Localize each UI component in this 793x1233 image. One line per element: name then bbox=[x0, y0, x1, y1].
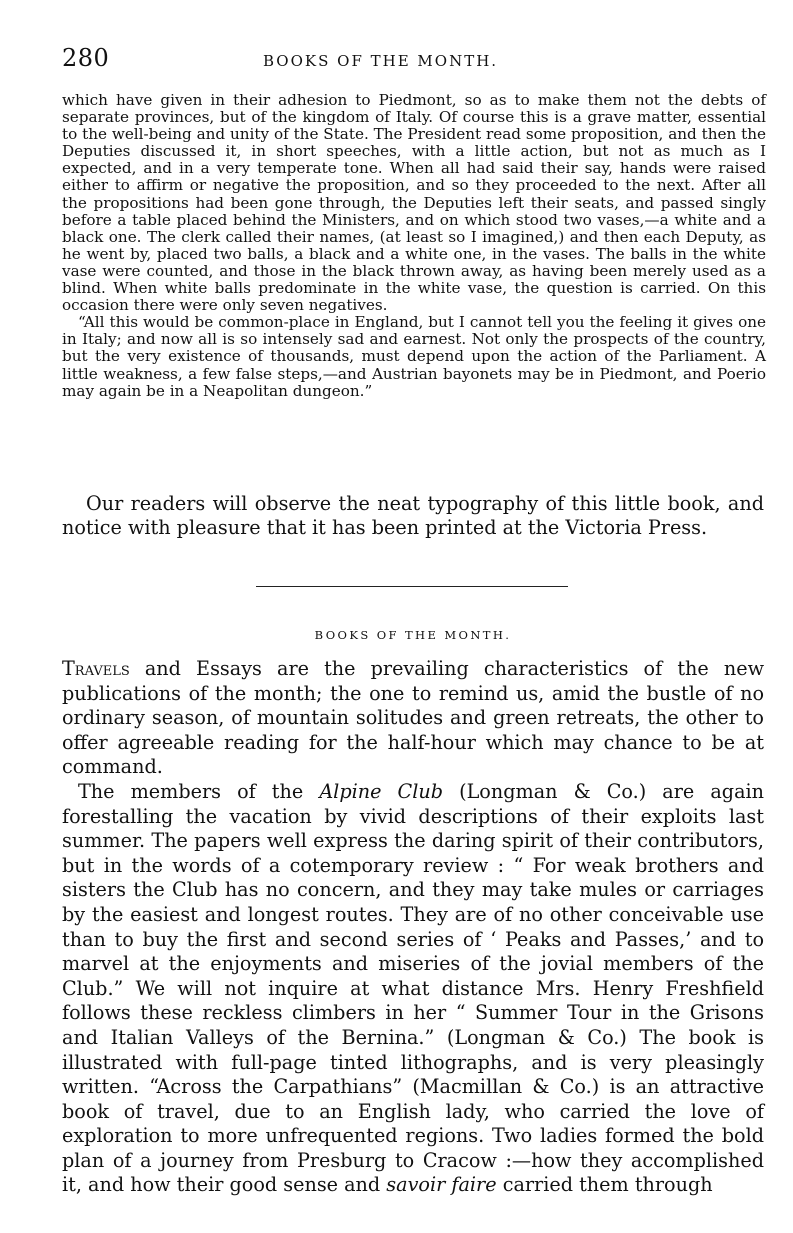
quoted-letter bbox=[62, 92, 766, 400]
savoir-faire-phrase: savoir faire bbox=[386, 1173, 497, 1197]
closing-paragraph: Our readers will observe the neat typography of this little book, and notice with pleasure that it has been printed at the Victoria Press. bbox=[62, 492, 764, 540]
page-number: 280 bbox=[62, 44, 110, 72]
section-heading: BOOKS OF THE MONTH. bbox=[314, 628, 512, 642]
alpine-club-title: Alpine Club bbox=[319, 779, 443, 803]
paragraph-2-text-a: The members of the bbox=[78, 779, 320, 803]
paragraph-2-text-b: (Longman & Co.) are again forestalling the vacation by vivid descriptions of their exploits last summer. The papers well express the daring spirit of their contributors, but in the words of a cotemporary review : “ For weak brothers and sisters the Club has no concern, and they may take mules or carriages by the easiest and longest routes. They are of no other conceivable use than to buy the first and second series of ‘ Peaks and Passes,’ and to marvel at the enjoyments and miseries of the jovial members of the Club.” We will not inquire at what distance Mrs. Henry Freshfield follows these reckless climbers in her “ Summer Tour in the Grisons and Italian Valleys of the Bernina.” (Longman & Co.) The book is illustrated with full-page tinted lithographs, and is very pleasingly written. “Across the Carpathians” (Macmillan & Co.) is an attractive book of travel, due to an English lady, who carried the love of exploration to more unfrequented regions. Two ladies formed the bold plan of a journey from Presburg to Cracow :—how they accomplished it, and how their good sense and bbox=[62, 779, 765, 1197]
quote-paragraph-2: “All this would be common-place in England, but I cannot tell you the feeling it gives one in Italy; and now all is so intensely sad and earnest. Not only the prospects of the country, but the very existence of thousands, must depend upon the action of the Parliament. A little weakness, a few false steps,—and Austrian bayonets may be in Piedmont, and Poerio may again be in a Neapolitan dungeon.” bbox=[62, 313, 766, 400]
paragraph-1-text: and Essays are the prevailing characteristics of the new publications of the month; the one to remind us, amid the bustle of no ordinary season, of mountain solitudes and green retreats, the other to offer agreeable reading for the half-hour which may chance to be at command. bbox=[62, 657, 764, 779]
closing-paragraph-block bbox=[62, 492, 764, 541]
paragraph-2-text-c: carried them through bbox=[496, 1173, 713, 1197]
section-body bbox=[62, 657, 764, 1198]
running-head bbox=[62, 44, 764, 78]
quote-paragraph-1: which have given in their adhesion to Piedmont, so as to make them not the debts of separate provinces, but of the kingdom of Italy. Of course this is a grave matter, essential to the well-being and unity of the State. The President read some proposition, and then the Deputies discussed it, in short speeches, with a little action, but not as much as I expected, and in a very temperate tone. When all had said their say, hands were raised either to affirm or negative the proposition, and so they proceeded to the next. After all the propositions had been gone through, the Deputies left their seats, and passed singly before a table placed behind the Ministers, and on which stood two vases,—a white and a black one. The clerk called their names, (at least so I imagined,) and then each Deputy, as he went by, placed two balls, a black and a white one, in the vases. The balls in the white vase were counted, and those in the black thrown away, as having been merely used as a blind. When white balls predominate in the white vase, the question is carried. On this occasion there were only seven negatives. bbox=[62, 91, 766, 315]
section-divider bbox=[256, 586, 568, 587]
section-paragraph-2 bbox=[62, 780, 764, 1198]
section-paragraph-1 bbox=[62, 657, 764, 780]
drop-word: Travels bbox=[62, 657, 130, 680]
running-title: BOOKS OF THE MONTH. bbox=[263, 52, 499, 70]
